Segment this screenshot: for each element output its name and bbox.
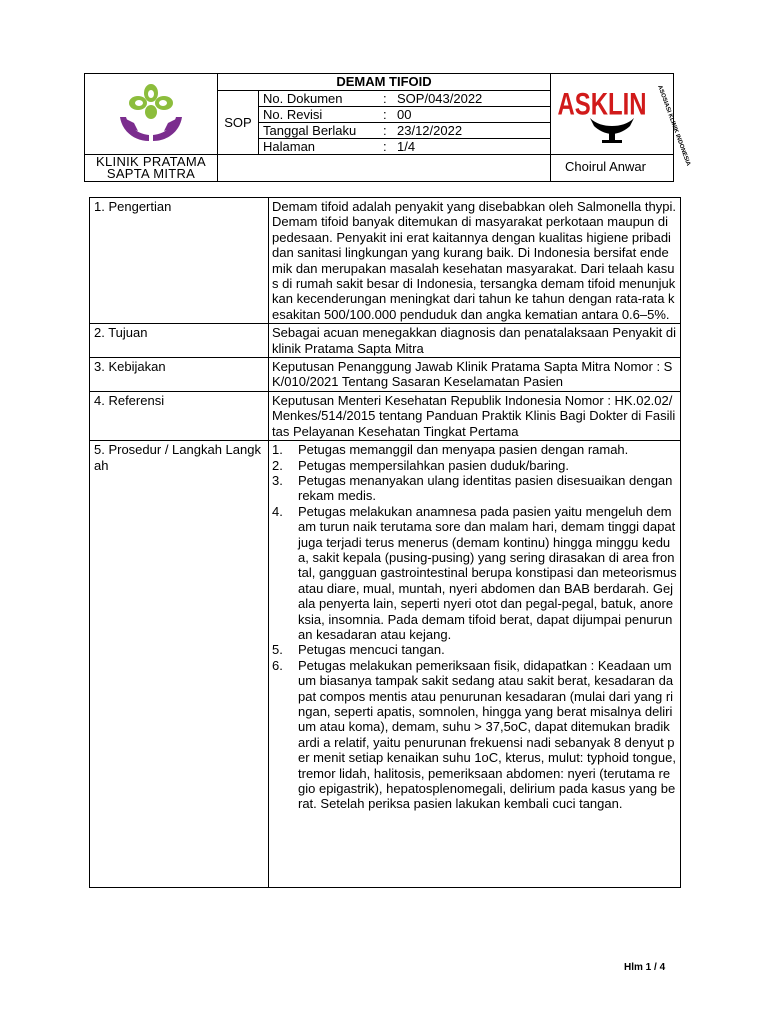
step-item: 2. Petugas mempersilahkan pasien duduk/baring.: [272, 457, 570, 473]
row-prosedur: [90, 441, 681, 888]
label-kebijakan: 3. Kebijakan: [90, 358, 269, 392]
clinic-logo-cell: [85, 74, 218, 155]
clinic-logo: [116, 79, 186, 147]
step-item: 6. Petugas melakukan pemeriksaan fisik, didapatkan : Keadaan umum biasanya tampak sakit sedang atau sakit berat, kesadaran dapat compos mentis atau penurunan kesadaran (mulai dari yang ringan, seperti apatis, somnolen, hingga yang berat misalnya delirium atau koma), demam, suhu > 37,5oC, dapat ditemukan bradikardi a relatif, yaitu penurunan frekuensi nadi sebanyak 8 denyut per menit setiap kenaikan suhu 1oC, kterus, mulut: typhoid tongue, tremor lidah, halitosis, pemeriksaan abdomen: nyeri (terutama regio epigastrik), hepatosplenomegali, delirium pada kasus yang berat. Setelah periksa pasien lakukan kembali cuci tangan.: [272, 657, 676, 812]
meta-row-revisi: No. Revisi : 00: [259, 107, 551, 123]
meta-row-dokumen: No. Dokumen : SOP/043/2022: [259, 91, 551, 107]
label-prosedur: 5. Prosedur / Langkah Langkah: [90, 441, 269, 888]
asklin-logo-text: ASKLIN: [557, 85, 647, 121]
step-item: 5. Petugas mencuci tangan.: [272, 642, 445, 658]
meta-row-tanggal: Tanggal Berlaku : 23/12/2022: [259, 123, 551, 139]
row-kebijakan: [90, 358, 681, 392]
row-referensi: [90, 391, 681, 440]
step-item: 3. Petugas menanyakan ulang identitas pasien disesuaikan dengan rekam medis.: [272, 472, 673, 504]
label-pengertian: 1. Pengertian: [90, 198, 269, 324]
step-item: 1. Petugas memanggil dan menyapa pasien dengan ramah.: [272, 442, 629, 458]
author-name: Choirul Anwar: [551, 155, 674, 182]
prosedur-steps-cell: [269, 441, 681, 888]
header-table: [84, 73, 691, 182]
document-title: DEMAM TIFOID: [218, 74, 551, 91]
label-tujuan: 2. Tujuan: [90, 324, 269, 358]
text-kebijakan: Keputusan Penanggung Jawab Klinik Pratama Sapta Mitra Nomor : SK/010/2021 Tentang Sasaran Keselamatan Pasien: [269, 358, 681, 392]
sop-body-table: [89, 197, 681, 888]
asklin-logo-arc: ASOSIASI KLINIK INDONESIA: [656, 84, 691, 167]
meta-row-halaman: Halaman : 1/4: [259, 139, 551, 155]
row-pengertian: [90, 198, 681, 324]
header-empty-cell: [218, 155, 551, 182]
text-pengertian: Demam tifoid adalah penyakit yang disebabkan oleh Salmonella thypi. Demam tifoid banyak ditemukan di masyarakat perkotaan maupun di pedesaan. Penyakit ini erat kaitannya dengan kualitas higiene pribadi dan sanitasi lingkungan yang kurang baik. Di Indonesia bersifat endemik dan merupakan masalah kesehatan masyarakat. Dari telaah kasus di rumah sakit besar di Indonesia, tersangka demam tifoid menunjukkan kecenderungan meningkat dari tahun ke tahun dengan rata-rata kesakitan 500/100.000 penduduk dan angka kematian antara 0.6–5%.: [269, 198, 681, 324]
step-item: 4. Petugas melakukan anamnesa pada pasien yaitu mengeluh demam turun naik terutama sore dan malam hari, demam tinggi dapat juga terjadi terus menerus (demam kontinu) hingga minggu kedua, sakit kepala (pusing-pusing) yang sering dirasakan di area frontal, gangguan gastrointestinal berupa konstipasi dan meteorismus atau diare, mual, muntah, nyeri abdomen dan BAB berdarah. Gejala penyerta lain, seperti nyeri otot dan pegal-pegal, batuk, anoreksia, insomnia. Pada demam tifoid berat, dapat dijumpai penurunan kesadaran atau kejang.: [272, 503, 677, 642]
label-referensi: 4. Referensi: [90, 391, 269, 440]
page-number-footer: Hlm 1 / 4: [624, 962, 666, 973]
text-referensi: Keputusan Menteri Kesehatan Republik Indonesia Nomor : HK.02.02/Menkes/514/2015 tentang Panduan Praktik Klinis Bagi Dokter di Fasilitas Pelayanan Kesehatan Tingkat Pertama: [269, 391, 681, 440]
prosedur-steps: [272, 442, 677, 812]
text-tujuan: Sebagai acuan menegakkan diagnosis dan penatalaksaan Penyakit di klinik Pratama Sapta Mitra: [269, 324, 681, 358]
clinic-name: KLINIK PRATAMA SAPTA MITRA: [85, 155, 218, 182]
row-tujuan: [90, 324, 681, 358]
sop-label: SOP: [218, 91, 259, 155]
